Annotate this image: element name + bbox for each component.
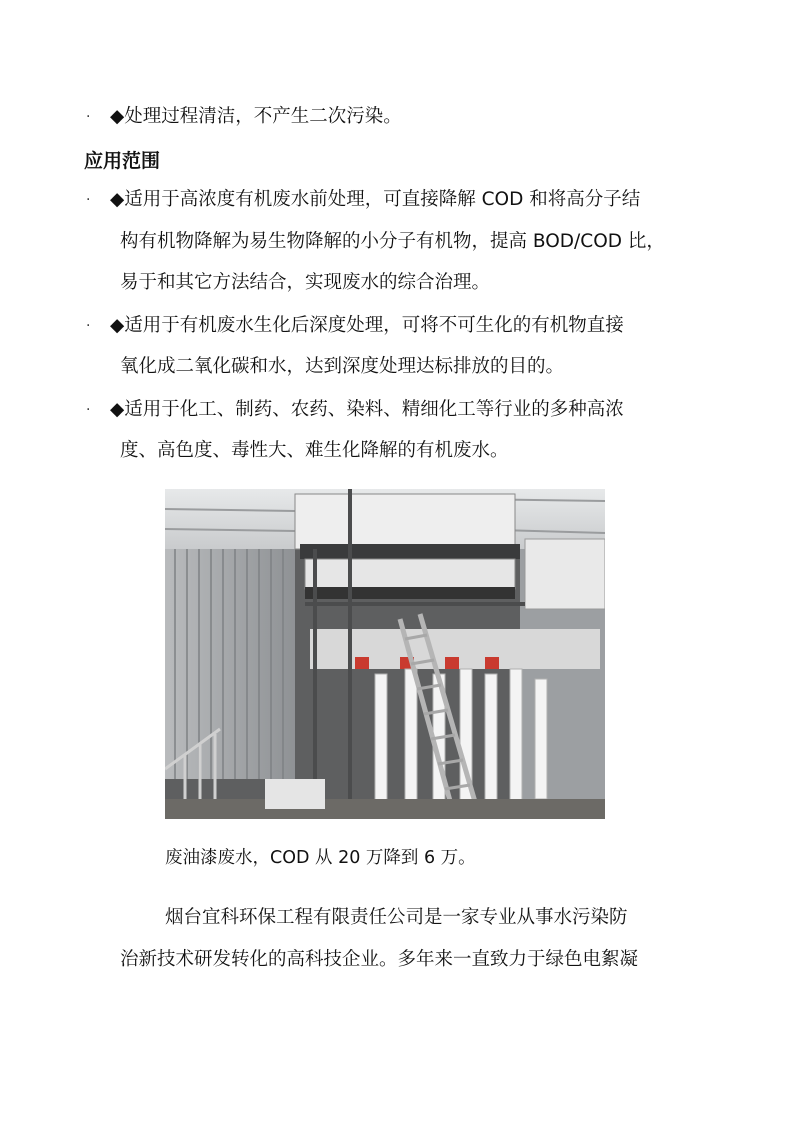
intro-bullet-text: ◆处理过程清洁，不产生二次污染。 [110, 106, 402, 127]
list-item-line: ◆适用于有机废水生化后深度处理，可将不可生化的有机物直接 [110, 315, 624, 336]
bullet-marker: · [86, 192, 91, 208]
bullet-marker: · [86, 109, 91, 125]
bullet-marker: · [86, 318, 91, 334]
paragraph-line: 烟台宜科环保工程有限责任公司是一家专业从事水污染防 [165, 907, 628, 928]
wastewater-equipment-photo [165, 489, 605, 819]
photo-caption: 废油漆废水，COD 从 20 万降到 6 万。 [165, 848, 476, 868]
bullet-marker: · [86, 402, 91, 418]
paragraph-line: 治新技术研发转化的高科技企业。多年来一直致力于绿色电絮凝 [120, 949, 639, 970]
list-item-line: 易于和其它方法结合，实现废水的综合治理。 [120, 272, 491, 293]
list-item-line: 氧化成二氧化碳和水，达到深度处理达标排放的目的。 [120, 356, 565, 377]
list-item-line: 构有机物降解为易生物降解的小分子有机物，提高 BOD/COD 比， [120, 231, 665, 252]
list-item-line: 度、高色度、毒性大、难生化降解的有机废水。 [120, 440, 509, 461]
section-heading: 应用范围 [84, 150, 161, 172]
list-item-line: ◆适用于化工、制药、农药、染料、精细化工等行业的多种高浓 [110, 399, 624, 420]
list-item-line: ◆适用于高浓度有机废水前处理，可直接降解 COD 和将高分子结 [110, 189, 641, 210]
